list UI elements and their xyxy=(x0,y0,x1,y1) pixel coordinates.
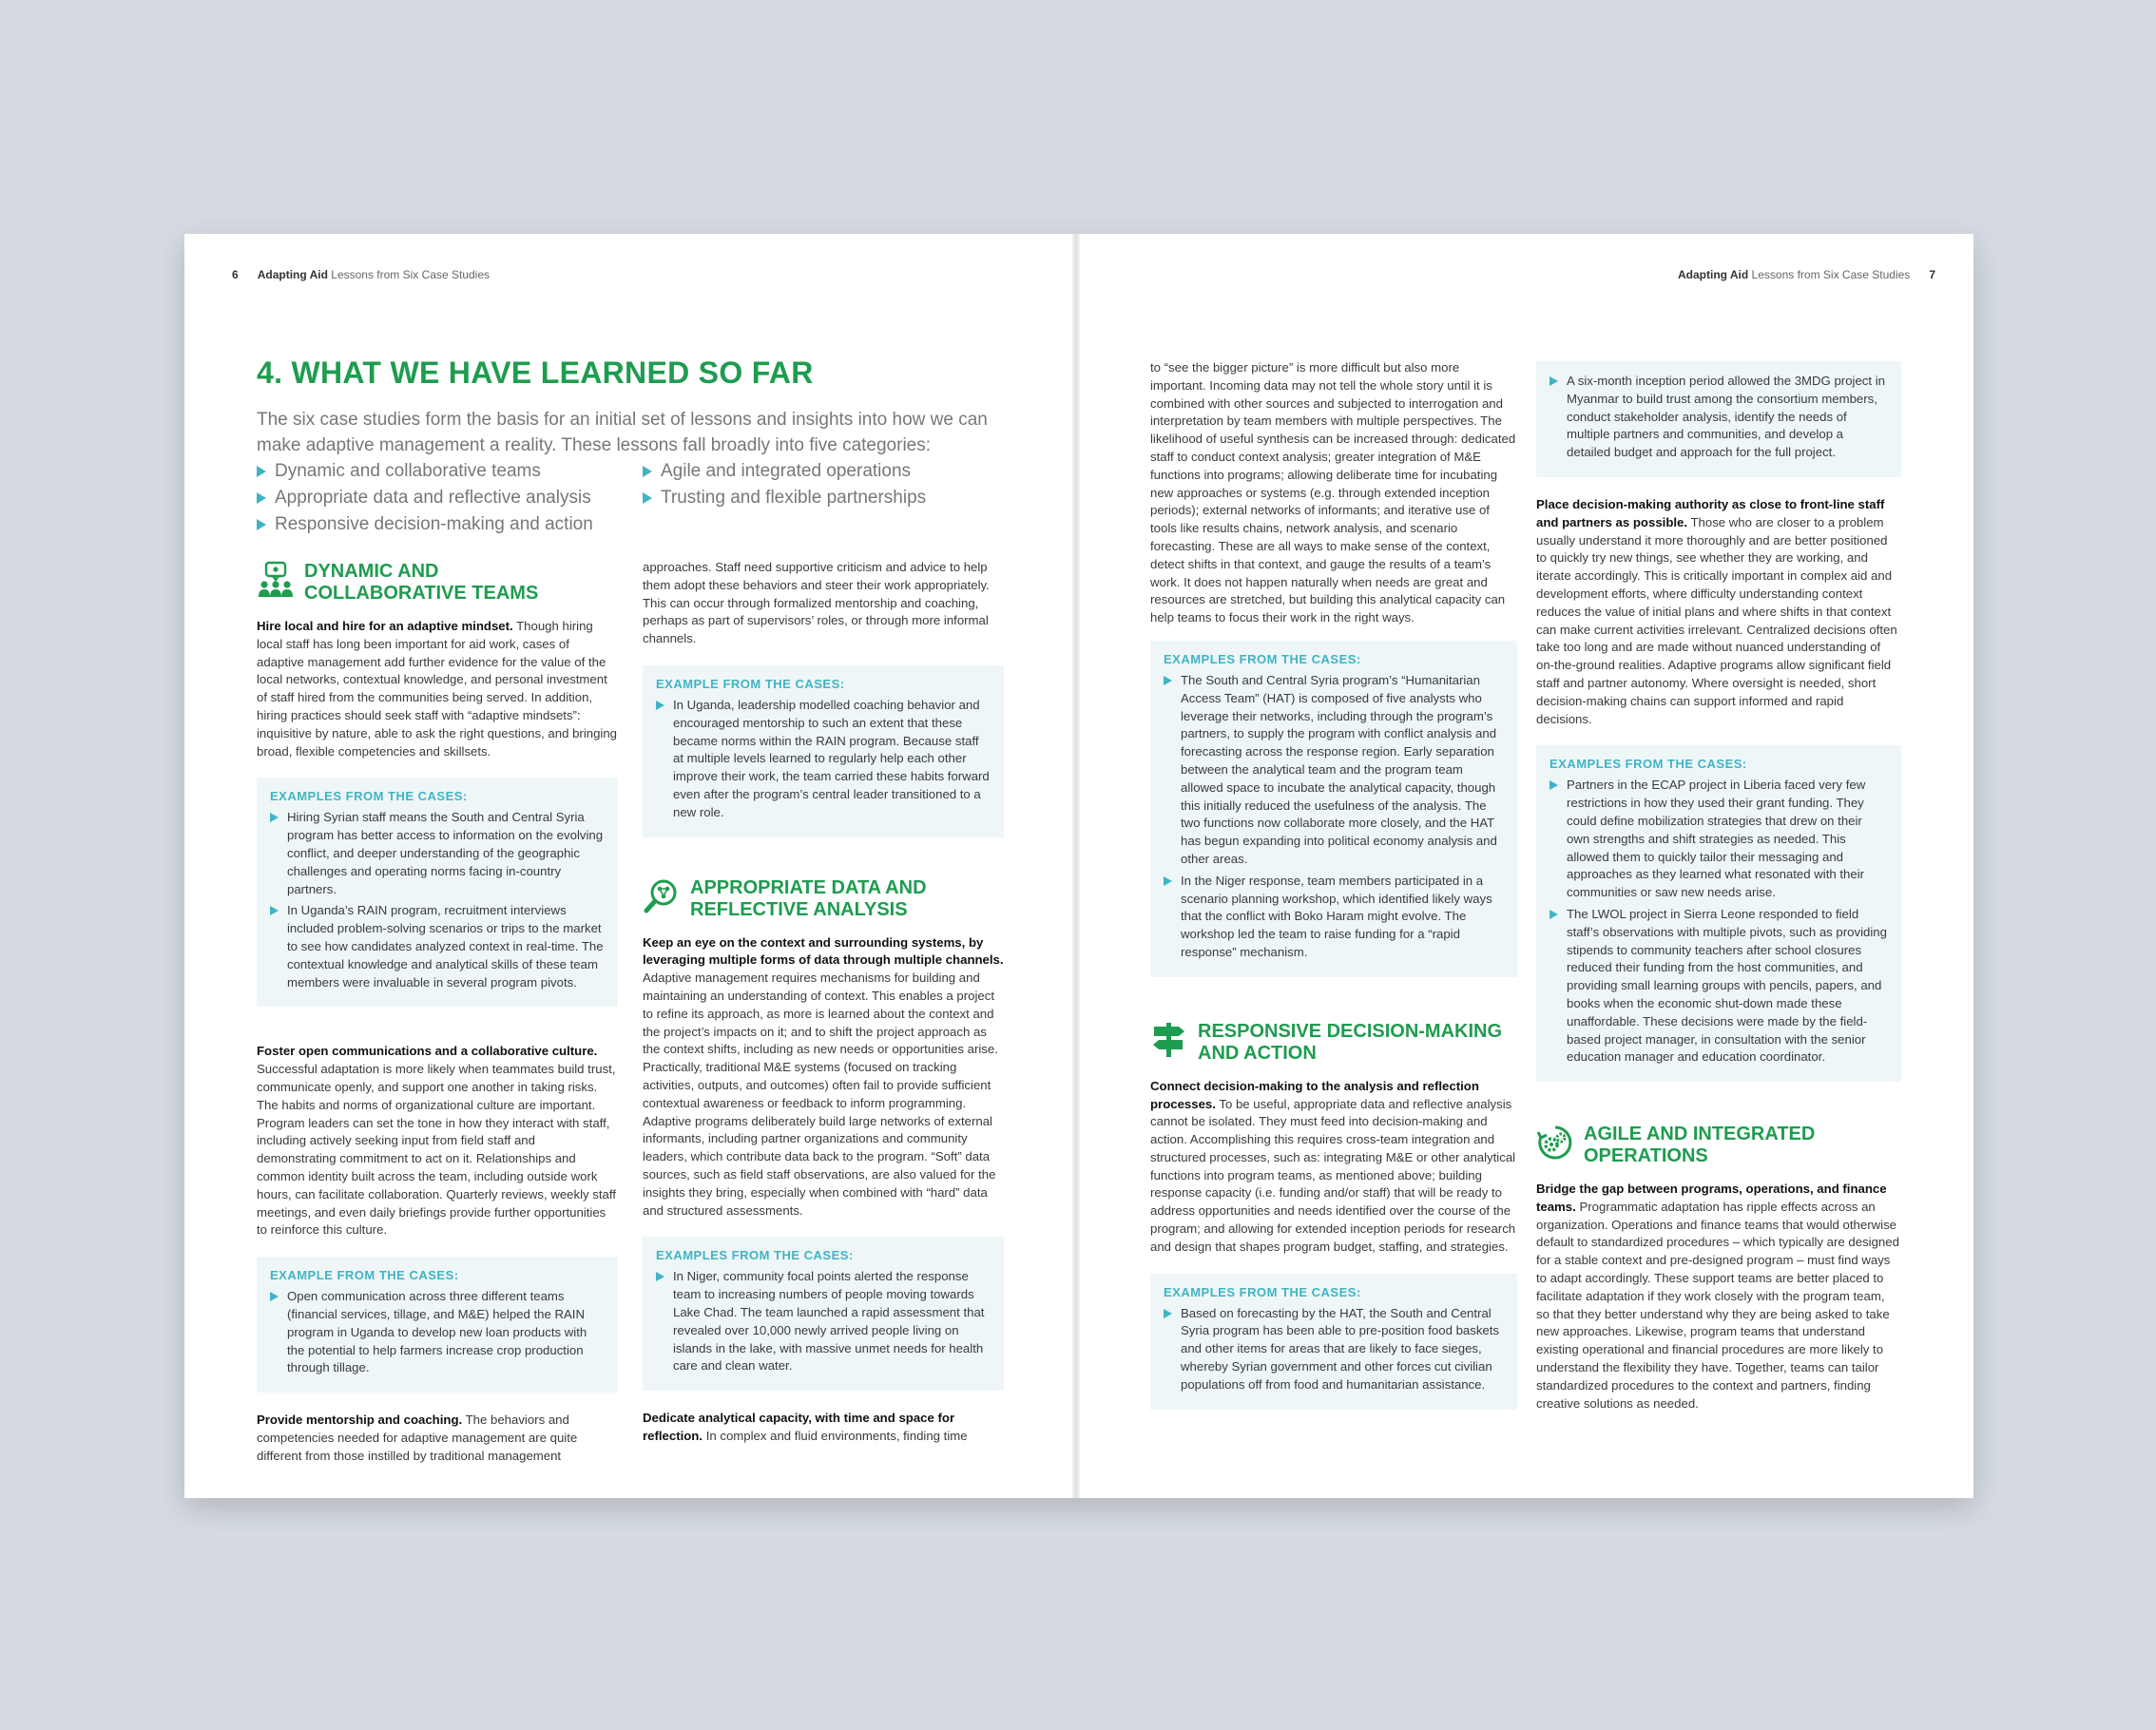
column-1 xyxy=(257,561,618,1465)
examples-box xyxy=(1536,745,1901,1082)
category-item: Responsive decision-making and action xyxy=(257,511,643,537)
paragraph-decision-authority: Place decision-making authority as close to front-line staff and partners as possible. Those who are closer to a problem usually understand it more thoroughly and are better positioned to quickly try new things, see whether they are working, and iterate accordingly. This is critically important in complex aid and development efforts, where difficulty understanding context reduces the value of initial plans and where shifts in that context can make current activities irrelevant. Centralized decisions often take too long and are made without nuanced understanding of on-the-ground realities. Adaptive programs allow significant field staff and partner autonomy. Where oversight is needed, short decision-making chains can support informed and rapid decisions. xyxy=(1536,496,1897,726)
example-item: Based on forecasting by the HAT, the South and Central Syria program has been able to pre-position food baskets and other items for areas that are likely to face sieges, whereby Syrian government and other forces cut civilian populations off from food and humanitarian assistance. xyxy=(1164,1305,1504,1394)
examples-box xyxy=(257,1257,618,1393)
examples-heading: EXAMPLES FROM THE CASES: xyxy=(270,789,468,804)
triangle-bullet-icon xyxy=(1550,376,1558,386)
paragraph-connect-decision: Connect decision-making to the analysis and reflection processes. To be useful, appropriate data and reflective analysis cannot be isolated. They must feed into decision-making and action. Accomplishing this requires cross-team integration and structured processes, such as: integrating M&E or other analytical functions into program teams, as mentioned above; building response capacity (i.e. funding and/or staff) that will be ready to address opportunities and needs identified over the course of the program; and allowing for extended inception periods for research and design that shapes program budget, staffing, and strategies. xyxy=(1150,1078,1516,1254)
example-item: The LWOL project in Sierra Leone responded to field staff’s observations with multiple pivots, such as providing stipends to community teachers after school closures reduced their funding from the host communities, and providing small learning groups with pencils, papers, and books when the economic shut-down made these unaffordable. These decisions were made by the field-based project manager, in consultation with the senior education manager and education coordinator. xyxy=(1550,906,1888,1067)
section-title-teams: DYNAMIC AND COLLABORATIVE TEAMS xyxy=(304,561,539,604)
triangle-bullet-icon xyxy=(1164,676,1172,685)
right-running-head xyxy=(1678,268,1935,281)
right-page xyxy=(1076,234,1973,1498)
category-item: Appropriate data and reflective analysis xyxy=(257,485,643,510)
examples-box xyxy=(1536,361,1901,477)
paragraph-open-communications: Foster open communications and a collaborative culture. Successful adaptation is more likely when teammates build trust, communicate openly, and support one another in taking risks. The habits and norms of organizational culture are important. Program leaders can set the tone in how they interact with staff, including actively seeking input from field staff and demonstrating commitment to act on it. Relationships and common identity built across the team, including outside work hours, can facilitate collaboration. Quarterly reviews, weekly staff meetings, and even daily briefings provide further opportunities to reinforce this culture. xyxy=(257,1044,616,1238)
triangle-bullet-icon xyxy=(257,519,266,530)
triangle-bullet-icon xyxy=(656,701,664,710)
category-item: Agile and integrated operations xyxy=(643,458,1004,484)
section-header-data xyxy=(643,877,1004,921)
section-header-decision xyxy=(1150,1021,1517,1065)
triangle-bullet-icon xyxy=(643,466,652,477)
category-item: Dynamic and collaborative teams xyxy=(257,458,643,484)
column-2 xyxy=(643,559,1004,1446)
triangle-bullet-icon xyxy=(270,906,279,915)
column-3 xyxy=(1150,359,1517,1429)
examples-heading: EXAMPLES FROM THE CASES: xyxy=(656,1248,854,1263)
paragraph-analytical-capacity: Dedicate analytical capacity, with time and space for reflection. In complex and fluid environments, finding time xyxy=(643,1411,968,1443)
example-item: In the Niger response, team members participated in a scenario planning workshop, which identified likely ways that the conflict with Boko Haram might evolve. The workshop led the team to raise funding for a “rapid response” mechanism. xyxy=(1164,873,1504,962)
paragraph-bigger-picture: to “see the bigger picture” is more difficult but also more important. Incoming data may not tell the whole story until it is combined with other sources and subjected to interrogation and interpretation by team members with multiple perspectives. The likelihood of useful synthesis can be increased through: dedicated staff to conduct context analysis; greater integration of M&E functions into programs; allowing deliberate time for incubating new approaches or systems (e.g. through extended inception periods); external networks of informants; and iterative use of tools like results chains, network analysis, and scenario forecasting. These are all ways to make sense of the context, detect shifts in that context, and gauge the results of a team’s work. It does not happen naturally when needs are great and resources are stretched, but building this analytical capacity can help teams to focus their work in the right ways. xyxy=(1150,360,1516,625)
example-item: In Uganda’s RAIN program, recruitment interviews included problem-solving scenarios or trips to the market to see how candidates analyzed context in real-time. The contextual knowledge and analytical skills of these team members were invaluable in several program pivots. xyxy=(270,902,605,991)
examples-heading: EXAMPLES FROM THE CASES: xyxy=(1550,757,1747,772)
book-spread xyxy=(184,234,1973,1498)
category-list xyxy=(257,458,1004,537)
left-header-title-bold: Adapting Aid xyxy=(257,268,328,281)
examples-box xyxy=(643,1237,1004,1391)
example-item: In Niger, community focal points alerted the response team to increasing numbers of people moving towards Lake Chad. The team launched a rapid assessment that revealed over 10,000 newly arrived people living on islands in the lake, with massive unmet needs for health care and clean water. xyxy=(656,1268,991,1375)
paragraph-mentorship-cont: approaches. Staff need supportive criticism and advice to help them adopt these behaviors and steer their work appropriately. This can occur through formalized mentorship and coaching, perhaps as part of supervisors’ roles, or through more informal channels. xyxy=(643,560,990,646)
section-header-teams xyxy=(257,561,618,605)
magnifier-analysis-icon xyxy=(643,877,681,915)
right-header-title-bold: Adapting Aid xyxy=(1677,268,1749,281)
examples-heading: EXAMPLES FROM THE CASES: xyxy=(1164,651,1361,666)
triangle-bullet-icon xyxy=(257,492,266,504)
category-item: Trusting and flexible partnerships xyxy=(643,485,1004,510)
example-item: Hiring Syrian staff means the South and Central Syria program has better access to information on the evolving conflict, and deeper understanding of the geographic challenges and operating norms facing in-country partners. xyxy=(270,809,605,898)
examples-heading: EXAMPLE FROM THE CASES: xyxy=(656,676,845,691)
triangle-bullet-icon xyxy=(270,813,279,822)
left-header-title-rest: Lessons from Six Case Studies xyxy=(331,268,491,281)
left-page-number: 6 xyxy=(232,268,239,281)
example-item: Open communication across three different teams (financial services, tillage, and M&E) helped the RAIN program in Uganda to develop new loan products with the potential to help farmers increase crop production through tillage. xyxy=(270,1288,605,1377)
right-header-title-rest: Lessons from Six Case Studies xyxy=(1751,268,1911,281)
examples-box xyxy=(257,778,618,1007)
left-page xyxy=(184,234,1076,1498)
triangle-bullet-icon xyxy=(1164,1309,1172,1318)
triangle-bullet-icon xyxy=(1550,780,1558,790)
triangle-bullet-icon xyxy=(1550,910,1558,919)
section-header-operations xyxy=(1536,1124,1901,1167)
example-item: A six-month inception period allowed the 3MDG project in Myanmar to build trust among the consortium members, conduct stakeholder analysis, identify the needs of multiple partners and communities, and develop a detailed budget and approach for the full project. xyxy=(1550,373,1888,462)
triangle-bullet-icon xyxy=(270,1292,279,1301)
left-running-head xyxy=(232,268,490,281)
paragraph-hire-local: Hire local and hire for an adaptive mindset. Though hiring local staff has long been important for aid work, cases of adaptive management add further evidence for the value of the local networks, contextual knowledge, and personal investment of staff hired from the communities being served. In addition, hiring practices should seek staff with “adaptive mindsets”: inquisitive by nature, able to ask the right questions, and bringing broad, flexible competencies and skillsets. xyxy=(257,619,618,759)
example-item: The South and Central Syria program’s “Humanitarian Access Team” (HAT) is composed of five analysts who leverage their networks, including through the program’s partners, to supply the program with conflict analysis and forecasting across the response region. Early separation between the analytical team and the program team allowed space to incubate the analytical capacity, though this initially reduced the usefulness of the analysis. The two functions now collaborate more closely, and the HAT has begun expanding into political economy analysis and other areas. xyxy=(1164,672,1504,869)
triangle-bullet-icon xyxy=(656,1272,664,1281)
column-4 xyxy=(1536,361,1901,1413)
example-item: Partners in the ECAP project in Liberia faced very few restrictions in how they used their grant funding. They could define mobilization strategies that drew on their own strengths and shift strategies as needed. This allowed them to quickly tailor their messaging and approaches as they learned what resonated with their communities or saw new needs arise. xyxy=(1550,777,1888,902)
example-item: In Uganda, leadership modelled coaching behavior and encouraged mentorship to such an extent that these became norms within the RAIN program. Because staff at multiple levels learned to regularly help each other improve their work, the team carried these habits forward even after the program’s central leader transitioned to a new role. xyxy=(656,697,991,822)
examples-box xyxy=(1150,1274,1517,1410)
examples-box xyxy=(1150,641,1517,977)
triangle-bullet-icon xyxy=(257,466,266,477)
chapter-title: 4. WHAT WE HAVE LEARNED SO FAR xyxy=(257,356,814,390)
examples-heading: EXAMPLES FROM THE CASES: xyxy=(1164,1284,1361,1299)
chapter-intro: The six case studies form the basis for an initial set of lessons and insights into how we can make adaptive management a reality. These lessons fall broadly into five categories: xyxy=(257,410,988,455)
paragraph-context: Keep an eye on the context and surrounding systems, by leveraging multiple forms of data through multiple channels. Adaptive management requires mechanisms for building and maintaining an understanding of context. This enables a project to refine its approach, as more is learned about the context and the project’s impacts on it; and to shift the project approach as the context shifts, including as new needs or opportunities arise. Practically, traditional M&E systems (focused on tracking activities, outputs, and outcomes) often fail to provide sufficient contextual awareness or feedback to inform programming. Adaptive programs deliberately build large networks of external informants, including partner organizations and community leaders, which contribute data back to the program. “Soft” data sources, such as field staff observations, are also valued for the insights they bring, especially when combined with “hard” data and structured assessments. xyxy=(643,934,1004,1218)
gears-cycle-icon xyxy=(1536,1124,1574,1162)
examples-heading: EXAMPLE FROM THE CASES: xyxy=(270,1268,459,1283)
right-page-number: 7 xyxy=(1929,268,1935,281)
examples-box xyxy=(643,665,1004,837)
signpost-icon xyxy=(1150,1021,1188,1059)
paragraph-mentorship: Provide mentorship and coaching. The behaviors and competencies needed for adaptive management are quite different from those instilled by traditional management xyxy=(257,1413,578,1463)
paragraph-bridge-gap: Bridge the gap between programs, operations, and finance teams. Programmatic adaptation has ripple effects across an organization. Operations and finance teams that would otherwise default to standardized procedures – which typically are designed for a stable context and pre-designed program – must find ways to adapt accordingly. These support teams are better placed to facilitate adaptation if they work closely with the program team, so that they better understand why they are being asked to take new approaches. Likewise, program teams that understand existing operational and financial procedures are more likely to understand the flexibility they have. Together, teams can tailor standardized procedures to the context and partners, finding creative solutions as needed. xyxy=(1536,1182,1899,1411)
section-title-decision: RESPONSIVE DECISION-MAKING AND ACTION xyxy=(1198,1020,1503,1064)
section-title-operations: AGILE AND INTEGRATED OPERATIONS xyxy=(1584,1124,1816,1167)
triangle-bullet-icon xyxy=(643,492,652,504)
section-title-data: APPROPRIATE DATA AND REFLECTIVE ANALYSIS xyxy=(690,876,927,920)
triangle-bullet-icon xyxy=(1164,876,1172,886)
team-people-icon xyxy=(257,561,295,599)
